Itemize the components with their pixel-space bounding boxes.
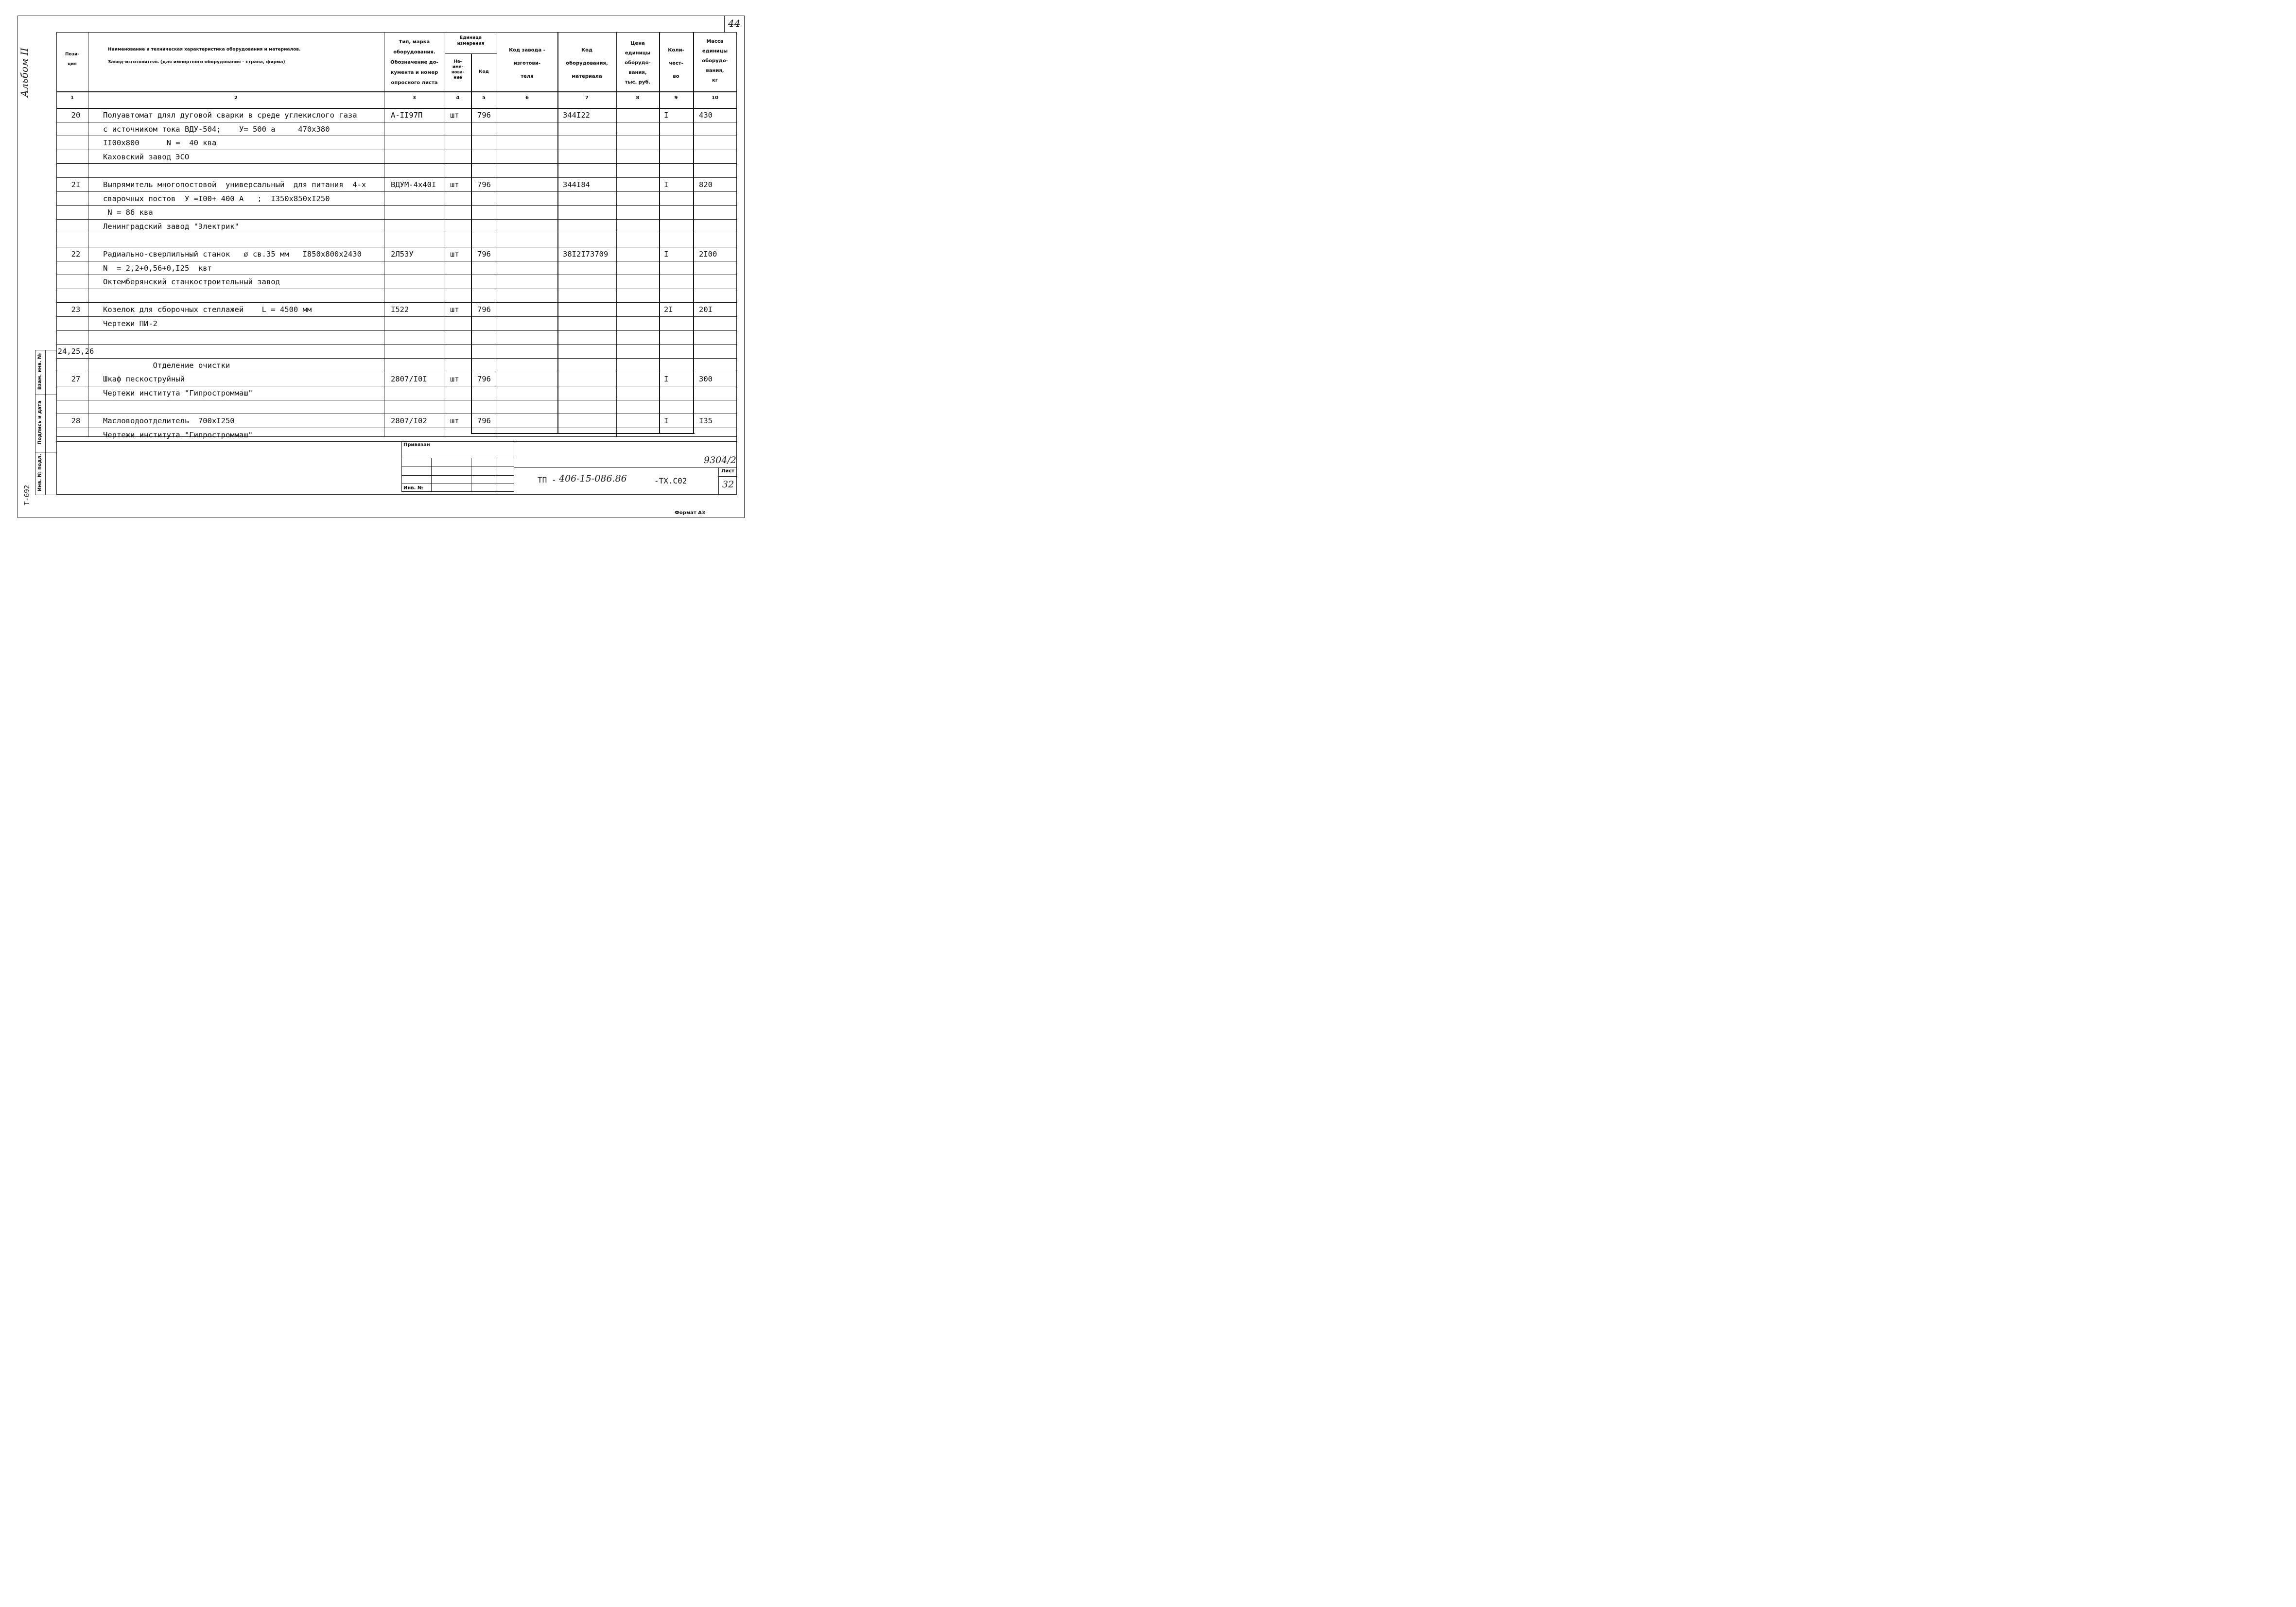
cell-unit: шт (450, 305, 459, 314)
cell-unit: шт (450, 375, 459, 384)
cell-pos: 24,25,26 (57, 347, 94, 356)
cell-name: Радиально-сверлильный станок ø св.35 мм I850х800х2430 (103, 250, 362, 259)
header-text: Обозначение до- (390, 60, 438, 65)
cell-type: 2807/I0I (391, 375, 427, 384)
cell-name: Отделение очистки (103, 361, 230, 370)
table-row-line (56, 177, 737, 178)
header-bottom-line (56, 91, 737, 92)
colnum-7: 7 (585, 95, 589, 101)
doc-code-handwritten: 406-15-086.86 (559, 473, 627, 484)
doc-code-prefix: ТП - (538, 475, 561, 484)
header-text: оборудо- (702, 58, 728, 64)
table-row-line (56, 191, 737, 192)
header-text: измерения (457, 41, 485, 46)
cell-name: Выпрямитель многопостовой универсальный для питания 4-х (103, 180, 366, 189)
cell-pos: 27 (71, 375, 81, 384)
header-col1 (56, 52, 88, 67)
header-text: во (673, 74, 679, 79)
cell-equip: 344I84 (563, 180, 590, 189)
cell-name: N = 2,2+0,56+0,I25 квт (103, 263, 212, 273)
cell-code: 796 (477, 375, 491, 384)
page-number-divider (724, 16, 725, 32)
header-text: нова- (451, 70, 465, 75)
cell-equip: 344I22 (563, 111, 590, 120)
unit-group-line (445, 53, 497, 54)
header-text: единицы (625, 51, 651, 56)
header-text: чест- (669, 61, 683, 66)
colnum-2: 2 (234, 95, 238, 101)
cell-pos: 22 (71, 250, 81, 259)
sheet-label: Лист (721, 468, 735, 474)
header-col4 (445, 59, 471, 81)
left-margin-code: Т-692 (23, 484, 31, 505)
colnum-10: 10 (712, 95, 718, 101)
header-col5: Код (479, 69, 489, 74)
table-row-line (56, 441, 737, 442)
table-row-line (56, 330, 737, 331)
header-text: оборудования. (393, 50, 435, 55)
header-text: оборудования, (566, 61, 608, 66)
title-block-line (718, 476, 737, 477)
side-stamp-vzam: Взам. инв. № (37, 353, 43, 390)
cell-name: Каховский завод ЭСО (103, 152, 190, 161)
colnum-4: 4 (456, 95, 460, 101)
cell-code: 796 (477, 180, 491, 189)
header-text: Завод-изготовитель (для импортного оборудования - страна, фирма) (108, 60, 285, 65)
cell-name: сварочных постов У =I00+ 400 А ; I350х850хI250 (103, 194, 330, 203)
cell-equip: 38I2I73709 (563, 250, 609, 259)
header-text: Единица (460, 35, 482, 40)
cell-qty: I (664, 111, 669, 120)
colnum-9: 9 (674, 95, 678, 101)
cell-pos: 2I (71, 180, 81, 189)
cell-mass: 2I00 (699, 250, 717, 259)
cell-qty: I (664, 375, 669, 384)
side-stamp-line (45, 350, 46, 495)
cell-mass: 20I (699, 305, 713, 314)
cell-code: 796 (477, 305, 491, 314)
header-text: материала (572, 74, 602, 79)
table-row-line (56, 302, 737, 303)
cell-qty: 2I (664, 305, 673, 314)
table-row-line (56, 163, 737, 164)
cell-unit: шт (450, 180, 459, 189)
side-stamp-podpis: Подпись и дата (37, 400, 43, 445)
cell-name: Полуавтомат длял дуговой сварки в среде углекислого газа (103, 111, 357, 120)
colnum-5: 5 (482, 95, 486, 101)
table-row-line (56, 344, 737, 345)
colnum-6: 6 (525, 95, 529, 101)
cell-unit: шт (450, 250, 459, 259)
table-row-line (56, 358, 737, 359)
cell-name: с источником тока ВДУ-504; У= 500 а 470х380 (103, 124, 330, 134)
cell-code: 796 (477, 416, 491, 426)
document-page (0, 0, 762, 533)
col-divider (471, 53, 472, 433)
doc-code-suffix: -ТХ.С02 (654, 476, 687, 485)
cell-pos: 20 (71, 111, 81, 120)
header-text: опросного листа (391, 80, 438, 86)
header-text: оборудо- (625, 60, 651, 66)
header-text: вания, (628, 70, 647, 75)
header-text: Код (581, 48, 593, 53)
header-text: Цена (630, 41, 645, 46)
header-col10 (693, 37, 737, 86)
cell-pos: 23 (71, 305, 81, 314)
cell-qty: I (664, 416, 669, 426)
col-divider (616, 32, 617, 436)
cell-name: Масловодоотделитель 700хI250 (103, 416, 235, 426)
cell-unit: шт (450, 111, 459, 120)
header-col6 (497, 44, 557, 83)
order-number: 9304/2 (704, 455, 736, 466)
cell-mass: 300 (699, 375, 713, 384)
privyazan-label: Привязан (403, 442, 430, 448)
header-text: Тип, марка (399, 39, 430, 45)
header-text: теля (521, 74, 534, 79)
cell-name: Шкаф пескоструйный (103, 375, 185, 384)
cell-code: 796 (477, 111, 491, 120)
cell-type: А-II97П (391, 111, 423, 120)
header-col9 (659, 44, 693, 83)
header-text: ние (453, 75, 462, 80)
header-text: ция (68, 62, 77, 67)
colnum-3: 3 (413, 95, 416, 101)
header-text: Наименование и техническая характеристика оборудования и материалов. (108, 47, 301, 52)
inv-no-label: Инв. № (403, 485, 423, 491)
cell-type: 2Л53У (391, 250, 414, 259)
cell-type: 2807/I02 (391, 416, 427, 426)
cell-name: Чертежи института "Гипростроммаш" (103, 430, 253, 439)
cell-name: Ленинградский завод "Электрик" (103, 222, 239, 231)
cell-name: N = 86 ква (103, 208, 153, 217)
header-text: изготови- (513, 61, 541, 66)
header-text: Коли- (668, 48, 684, 53)
header-col3 (384, 37, 445, 88)
cell-mass: I35 (699, 416, 713, 426)
cell-type: ВДУМ-4х40I (391, 180, 436, 189)
cell-name: Чертежи института "Гипростроммаш" (103, 389, 253, 397)
page-number: 44 (728, 17, 741, 29)
table-row-line (56, 219, 737, 220)
colnum-8: 8 (636, 95, 640, 101)
cell-mass: 820 (699, 180, 713, 189)
header-col7 (557, 44, 616, 83)
header-text: кумента и номер (390, 70, 438, 75)
header-col8 (616, 39, 659, 87)
header-text: Код завода - (509, 48, 545, 53)
cell-type: I522 (391, 305, 409, 314)
album-label: Альбом II (18, 48, 30, 97)
header-unit-group (445, 35, 497, 47)
header-text: единицы (702, 49, 728, 54)
cell-qty: I (664, 250, 669, 259)
cell-qty: I (664, 180, 669, 189)
colnum-bottom-line (56, 108, 737, 109)
cell-name: Чертежи ПИ-2 (103, 319, 157, 328)
cell-pos: 28 (71, 416, 81, 426)
table-row-line (56, 205, 737, 206)
header-text: Масса (706, 39, 724, 44)
header-text: На- (453, 59, 462, 64)
header-col2 (108, 47, 380, 65)
cell-name: Козелок для сборочных стеллажей L = 4500 мм (103, 305, 312, 314)
header-text: вания, (706, 68, 724, 73)
cell-name: II00х800 N = 40 ква (103, 138, 217, 148)
cell-mass: 430 (699, 111, 713, 120)
cell-name: Октемберянский станкостроительный завод (103, 277, 280, 287)
sheet-number: 32 (722, 479, 734, 490)
cell-unit: шт (450, 416, 459, 426)
table-row-line (56, 316, 737, 317)
colnum-1: 1 (70, 95, 74, 101)
format-label: Формат А3 (675, 510, 705, 516)
cell-code: 796 (477, 250, 491, 259)
title-block-line (514, 467, 737, 468)
side-stamp-inv: Инв. № подл. (37, 453, 43, 492)
title-block-line (718, 467, 719, 495)
table-bottom-line (471, 433, 695, 434)
header-text: кг (712, 78, 718, 83)
header-text: Пози- (65, 52, 79, 57)
header-text: тыс. руб. (625, 80, 651, 85)
stamp-line (431, 458, 432, 492)
stamp-line (401, 475, 514, 476)
header-text: име- (452, 65, 464, 69)
